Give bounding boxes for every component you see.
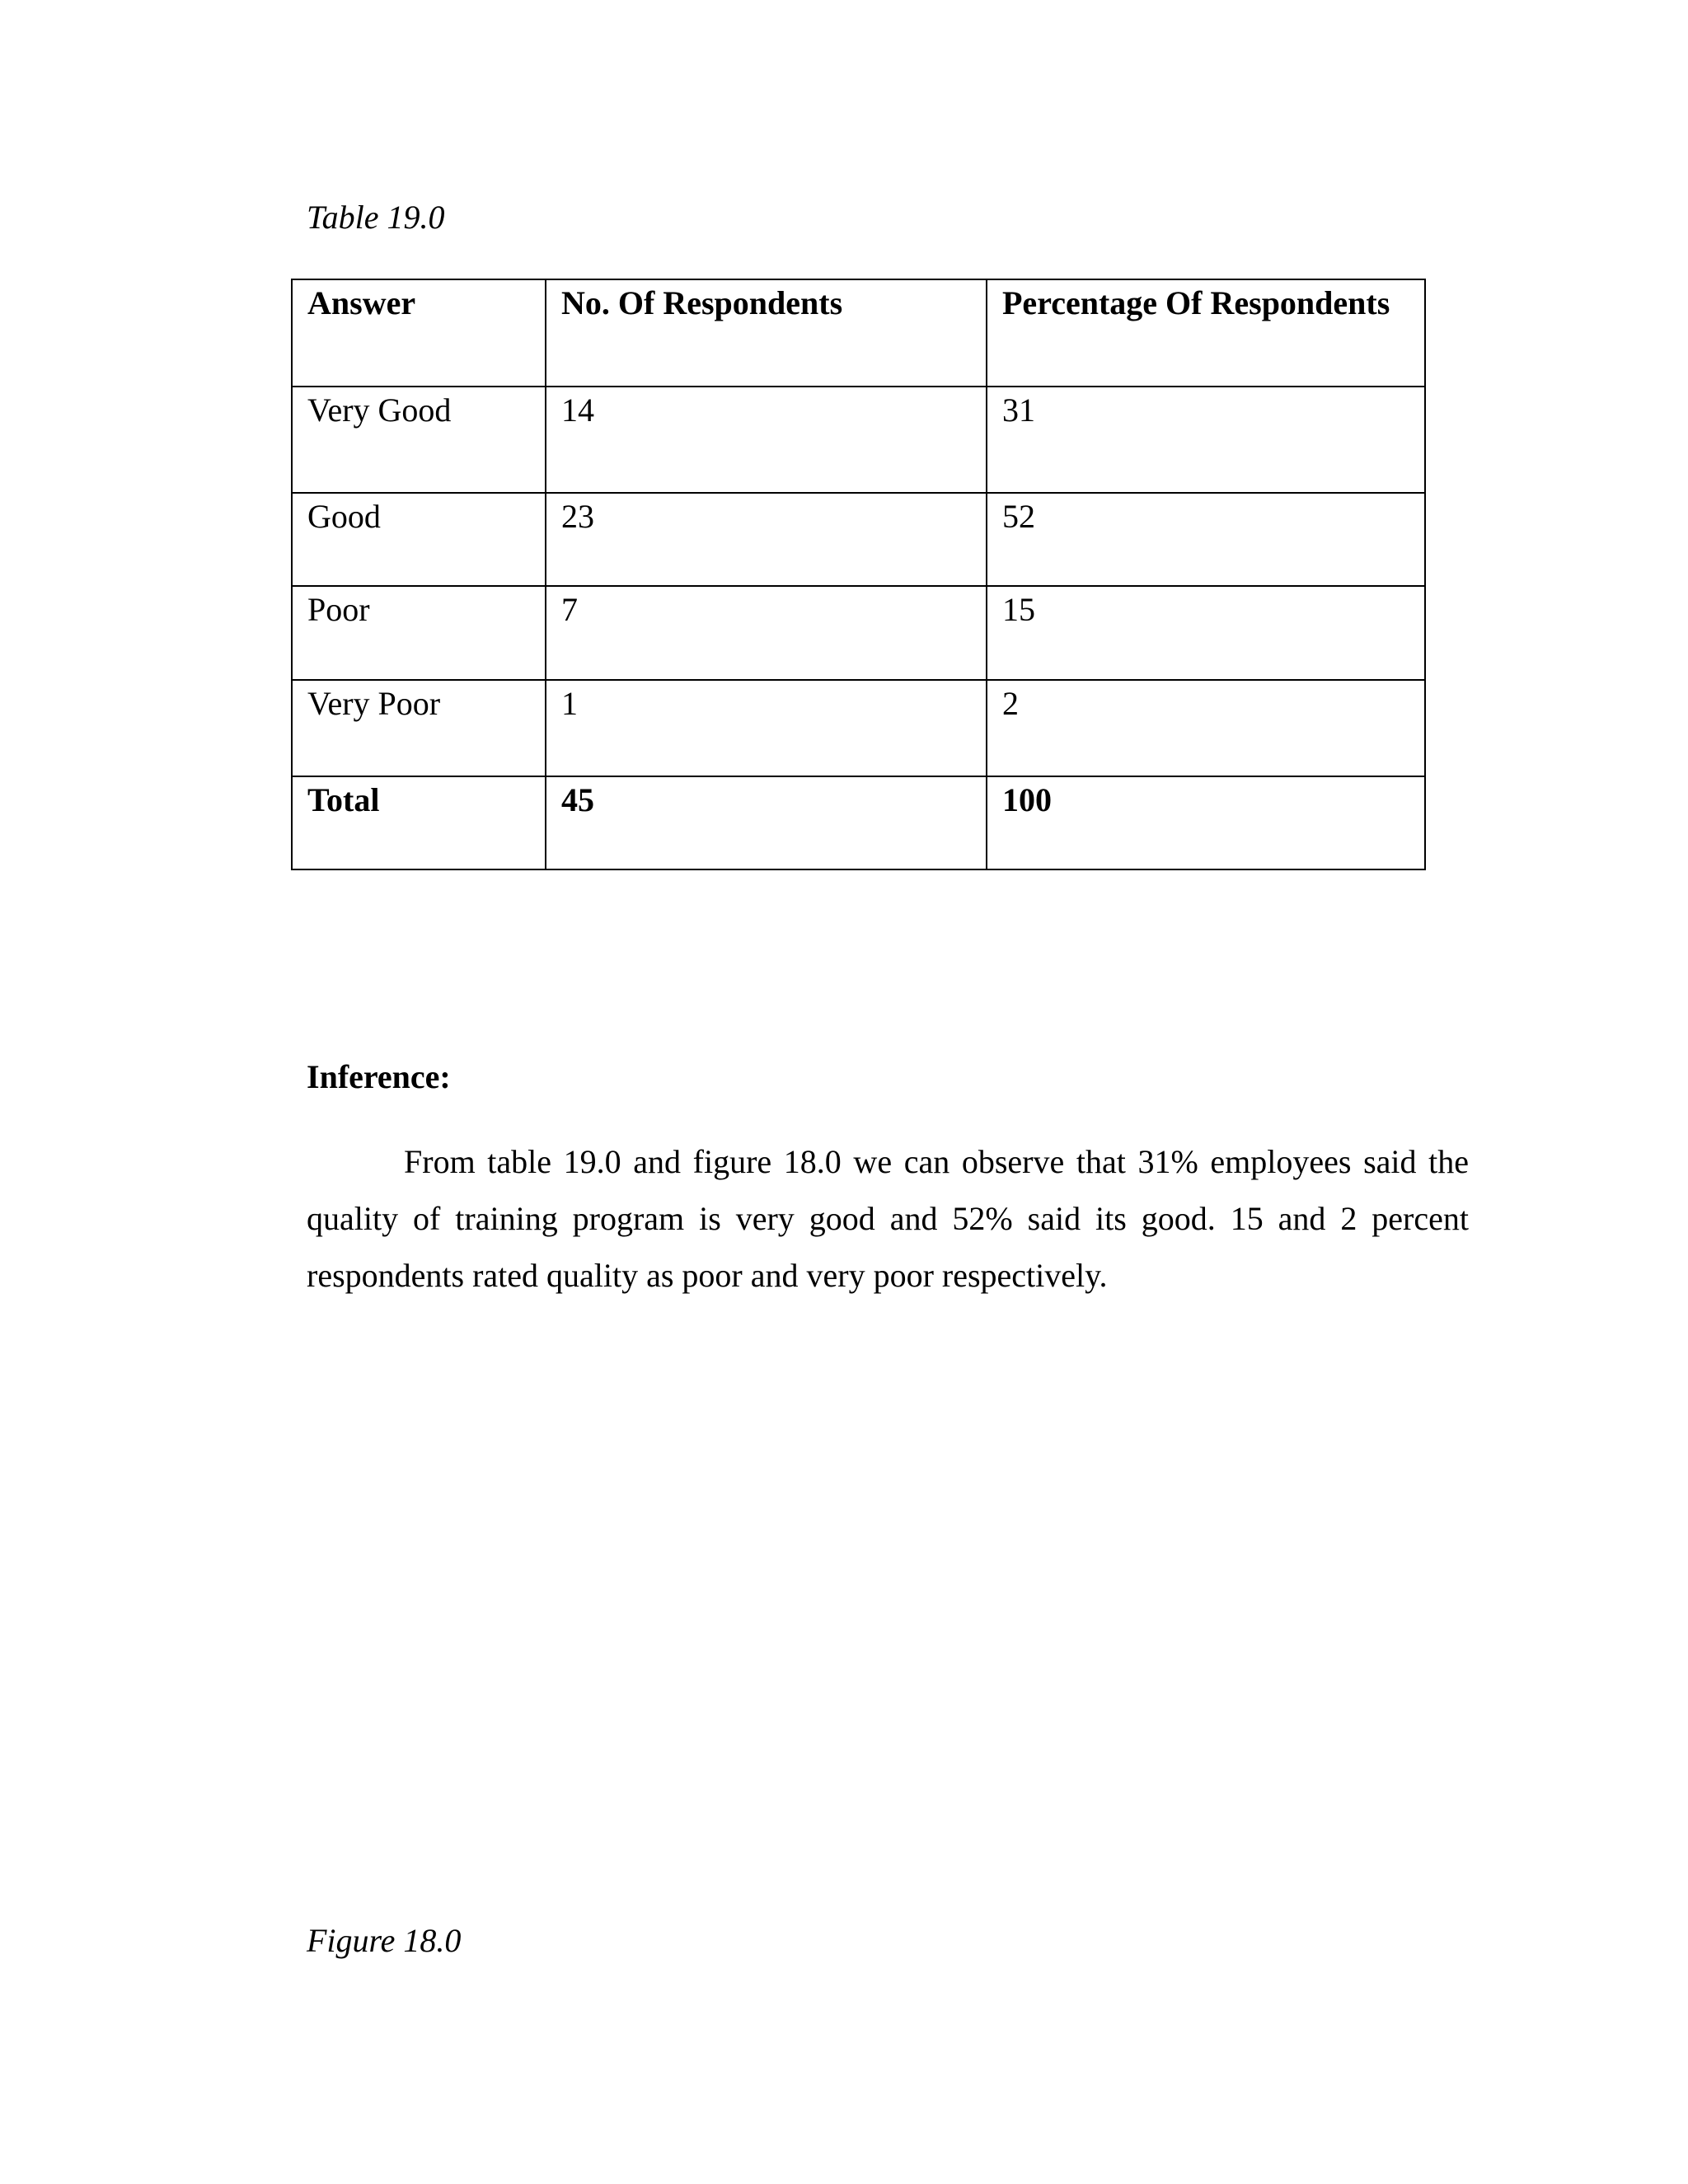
respondents-table [291,279,1426,870]
table-total-row [292,776,1425,869]
respondents-percentage-cell: 15 [987,586,1425,680]
header-percentage-of-respondents: Percentage Of Respondents [987,279,1425,387]
inference-paragraph: From table 19.0 and figure 18.0 we can observe that 31% employees said the quality of training program is very good and 52% said its good. 15 and 2 percent respondents rated quality as poor and very poor respectively. [307,1143,1469,1294]
respondents-count-cell: 23 [546,493,987,586]
respondents-count-cell: 1 [546,680,987,776]
table-caption: Table 19.0 [307,199,445,236]
respondents-count-cell: 7 [546,586,987,680]
table-row [292,493,1425,586]
answer-cell: Very Good [292,387,546,493]
inference-heading: Inference: [307,1058,451,1095]
header-no-of-respondents: No. Of Respondents [546,279,987,387]
table-header-row [292,279,1425,387]
figure-caption: Figure 18.0 [307,1922,462,1959]
respondents-count-cell: 14 [546,387,987,493]
respondents-percentage-cell: 2 [987,680,1425,776]
table-row [292,387,1425,493]
table-row [292,680,1425,776]
total-percentage-cell: 100 [987,776,1425,869]
total-count-cell: 45 [546,776,987,869]
table-row [292,586,1425,680]
total-label-cell: Total [292,776,546,869]
answer-cell: Poor [292,586,546,680]
respondents-percentage-cell: 52 [987,493,1425,586]
header-answer: Answer [292,279,546,387]
answer-cell: Good [292,493,546,586]
respondents-percentage-cell: 31 [987,387,1425,493]
answer-cell: Very Poor [292,680,546,776]
